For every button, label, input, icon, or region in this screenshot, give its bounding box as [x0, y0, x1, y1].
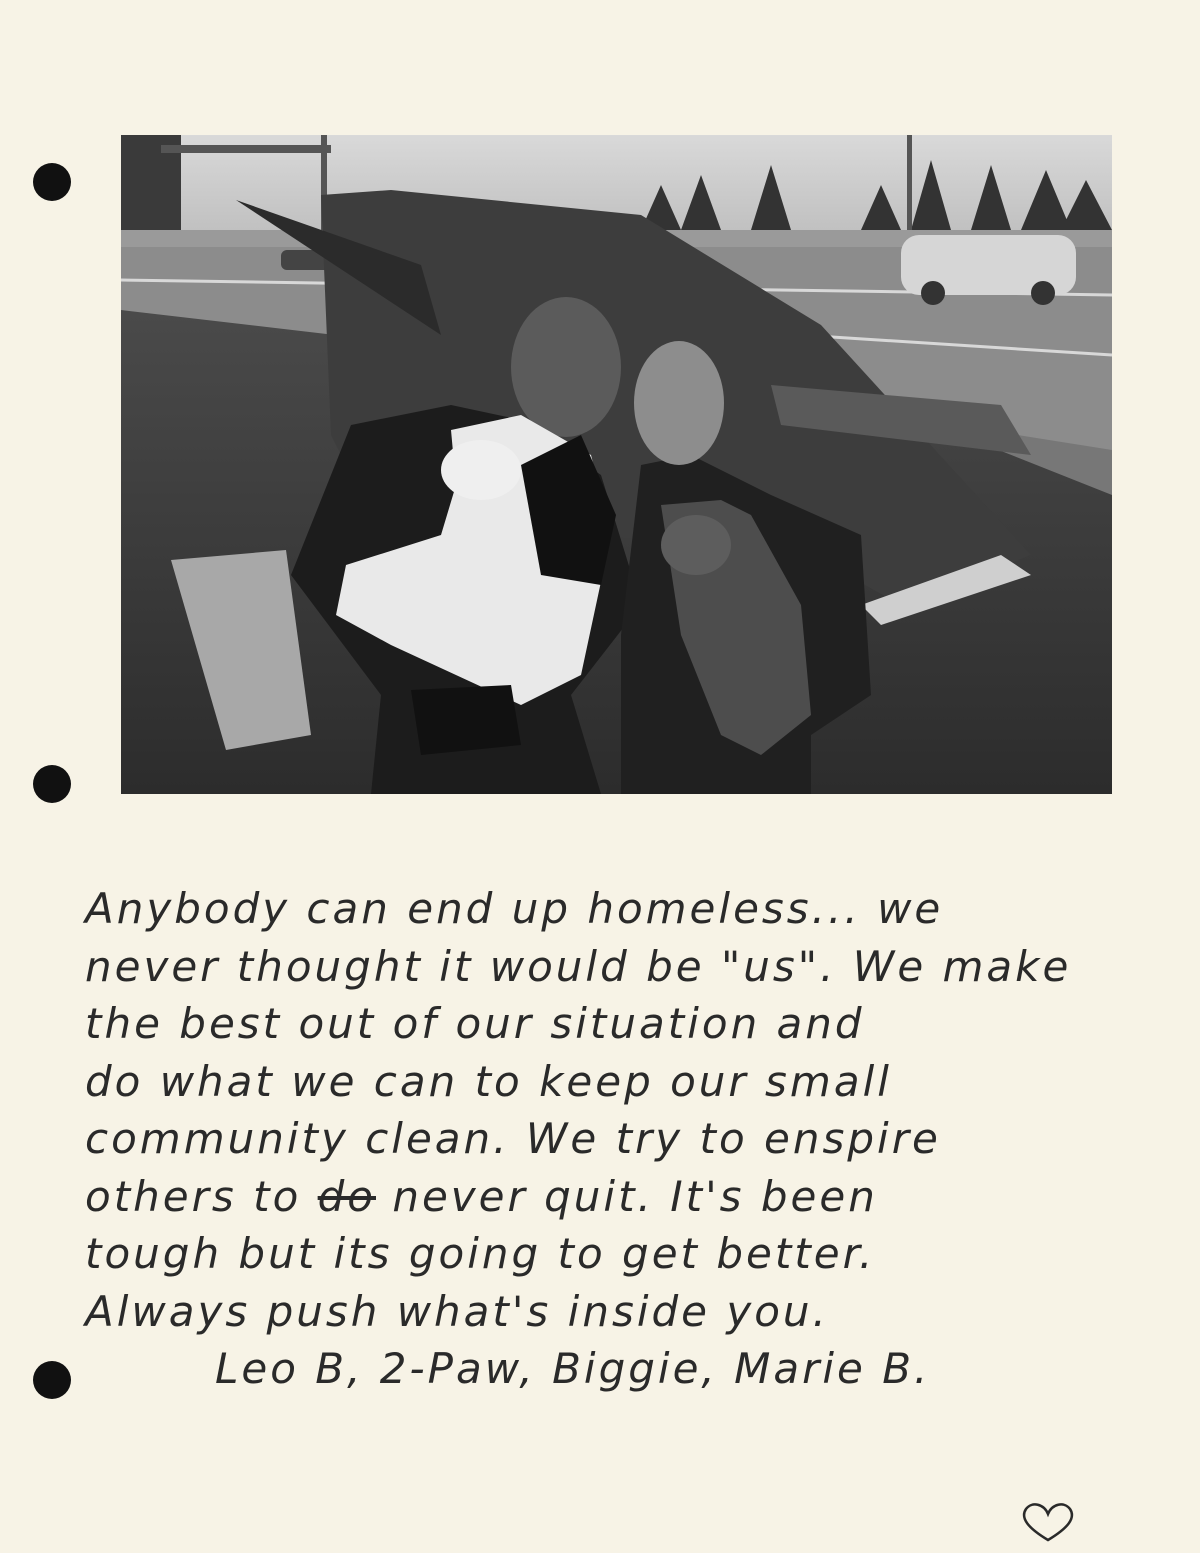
brown-dog-head [661, 515, 731, 575]
note-line-6-end: never quit. It's been [376, 1171, 878, 1221]
light-pole [907, 135, 912, 235]
woman-head [634, 341, 724, 465]
note-line-7: tough but its going to get better. [85, 1229, 876, 1278]
photo-illustration [121, 135, 1112, 794]
note-line-5: community clean. We try to enspire [85, 1114, 941, 1163]
man-head [511, 297, 621, 437]
note-line-3: the best out of our situation and [85, 999, 865, 1048]
signature-line: Leo B, 2-Paw, Biggie, Marie B. [215, 1344, 931, 1393]
note-line-2: never thought it would be "us". We make [85, 941, 1072, 991]
note-line-6 [85, 1168, 1135, 1226]
handwritten-note [85, 880, 1135, 1520]
note-line-6-start: others to [85, 1171, 318, 1221]
note-line-4: do what we can to keep our small [85, 1056, 892, 1106]
portrait-photo [121, 135, 1112, 794]
gloved-hand-2 [411, 685, 521, 755]
note-line-1: Anybody can end up homeless... we [85, 884, 944, 933]
binder-hole-top [33, 163, 71, 201]
heart-icon [1018, 1500, 1078, 1544]
note-struck-word: do [317, 1171, 376, 1221]
note-line-8: Always push what's inside you. [85, 1286, 829, 1336]
sign-gantry [161, 145, 331, 153]
binder-hole-bottom [33, 1361, 71, 1399]
white-dog-head [441, 440, 521, 500]
binder-hole-middle [33, 765, 71, 803]
